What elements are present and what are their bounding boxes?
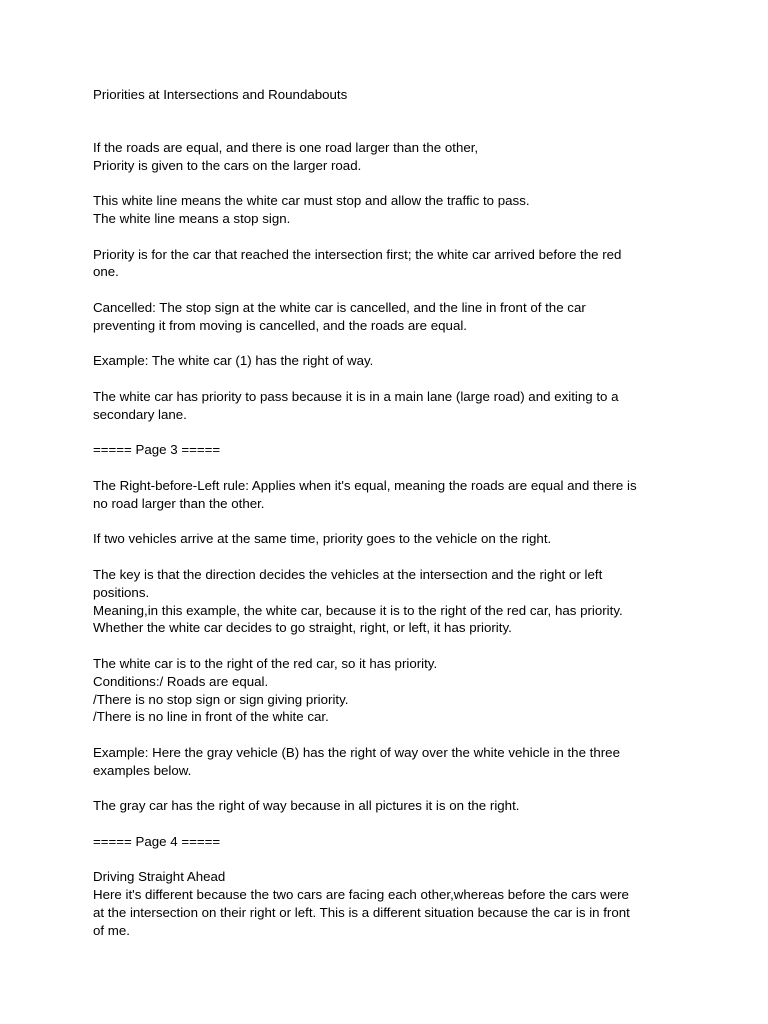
- paragraph: [93, 299, 683, 335]
- document-body: [93, 86, 683, 940]
- text-line: The white car is to the right of the red car, so it has priority.: [93, 655, 438, 671]
- text-line: Meaning,in this example, the white car, because it is to the right of the red car, has priority.: [93, 602, 623, 618]
- text-line: ===== Page 4 =====: [93, 833, 221, 849]
- text-line: The key is that the direction decides the vehicles at the intersection and the right or left: [93, 566, 603, 582]
- text-line: one.: [93, 264, 119, 280]
- paragraph: [93, 566, 683, 637]
- paragraph-list: [93, 139, 683, 940]
- paragraph-spacer: [93, 548, 683, 566]
- text-line: Conditions:/ Roads are equal.: [93, 673, 269, 689]
- paragraph: [93, 477, 683, 513]
- paragraph-spacer: [93, 851, 683, 869]
- text-line: no road larger than the other.: [93, 495, 265, 511]
- text-line: This white line means the white car must stop and allow the traffic to pass.: [93, 193, 530, 209]
- text-line: examples below.: [93, 762, 192, 778]
- paragraph-spacer: [93, 726, 683, 744]
- text-line: Cancelled: The stop sign at the white car is cancelled, and the line in front of the car: [93, 299, 586, 315]
- title-spacer: [93, 104, 683, 139]
- paragraph: [93, 744, 683, 780]
- text-line: The gray car has the right of way because in all pictures it is on the right.: [93, 798, 520, 814]
- paragraph: [93, 797, 683, 815]
- paragraph-spacer: [93, 174, 683, 192]
- paragraph: [93, 388, 683, 424]
- paragraph-spacer: [93, 335, 683, 353]
- text-line: secondary lane.: [93, 406, 187, 422]
- text-line: Priority is for the car that reached the intersection first; the white car arrived before the red: [93, 246, 622, 262]
- paragraph-spacer: [93, 513, 683, 531]
- text-line: If two vehicles arrive at the same time, priority goes to the vehicle on the right.: [93, 531, 552, 547]
- paragraph-spacer: [93, 281, 683, 299]
- paragraph-spacer: [93, 228, 683, 246]
- text-line: ===== Page 3 =====: [93, 442, 221, 458]
- text-line: Example: Here the gray vehicle (B) has the right of way over the white vehicle in the three: [93, 744, 620, 760]
- text-line: /There is no line in front of the white car.: [93, 709, 329, 725]
- paragraph: [93, 246, 683, 282]
- paragraph-spacer: [93, 637, 683, 655]
- paragraph-spacer: [93, 815, 683, 833]
- document-title: Priorities at Intersections and Roundabouts: [93, 87, 348, 102]
- paragraph-spacer: [93, 424, 683, 442]
- text-line: The Right-before-Left rule: Applies when it's equal, meaning the roads are equal and there is: [93, 477, 637, 493]
- paragraph: [93, 833, 683, 851]
- paragraph-spacer: [93, 370, 683, 388]
- text-line: of me.: [93, 922, 130, 938]
- text-line: positions.: [93, 584, 150, 600]
- paragraph: [93, 441, 683, 459]
- text-line: Priority is given to the cars on the larger road.: [93, 157, 362, 173]
- paragraph: [93, 352, 683, 370]
- paragraph: [93, 868, 683, 939]
- text-line: Here it's different because the two cars are facing each other,whereas before the cars were: [93, 887, 629, 903]
- paragraph: [93, 192, 683, 228]
- paragraph-spacer: [93, 779, 683, 797]
- text-line: /There is no stop sign or sign giving priority.: [93, 691, 349, 707]
- text-line: Whether the white car decides to go straight, right, or left, it has priority.: [93, 620, 512, 636]
- paragraph: [93, 655, 683, 726]
- text-line: The white line means a stop sign.: [93, 210, 291, 226]
- text-line: Driving Straight Ahead: [93, 869, 226, 885]
- text-line: The white car has priority to pass because it is in a main lane (large road) and exiting to a: [93, 388, 619, 404]
- text-line: preventing it from moving is cancelled, and the roads are equal.: [93, 317, 468, 333]
- paragraph-spacer: [93, 459, 683, 477]
- text-line: If the roads are equal, and there is one road larger than the other,: [93, 139, 479, 155]
- paragraph: [93, 139, 683, 175]
- paragraph: [93, 530, 683, 548]
- text-line: at the intersection on their right or left. This is a different situation because the car is in front: [93, 905, 630, 921]
- text-line: Example: The white car (1) has the right of way.: [93, 353, 374, 369]
